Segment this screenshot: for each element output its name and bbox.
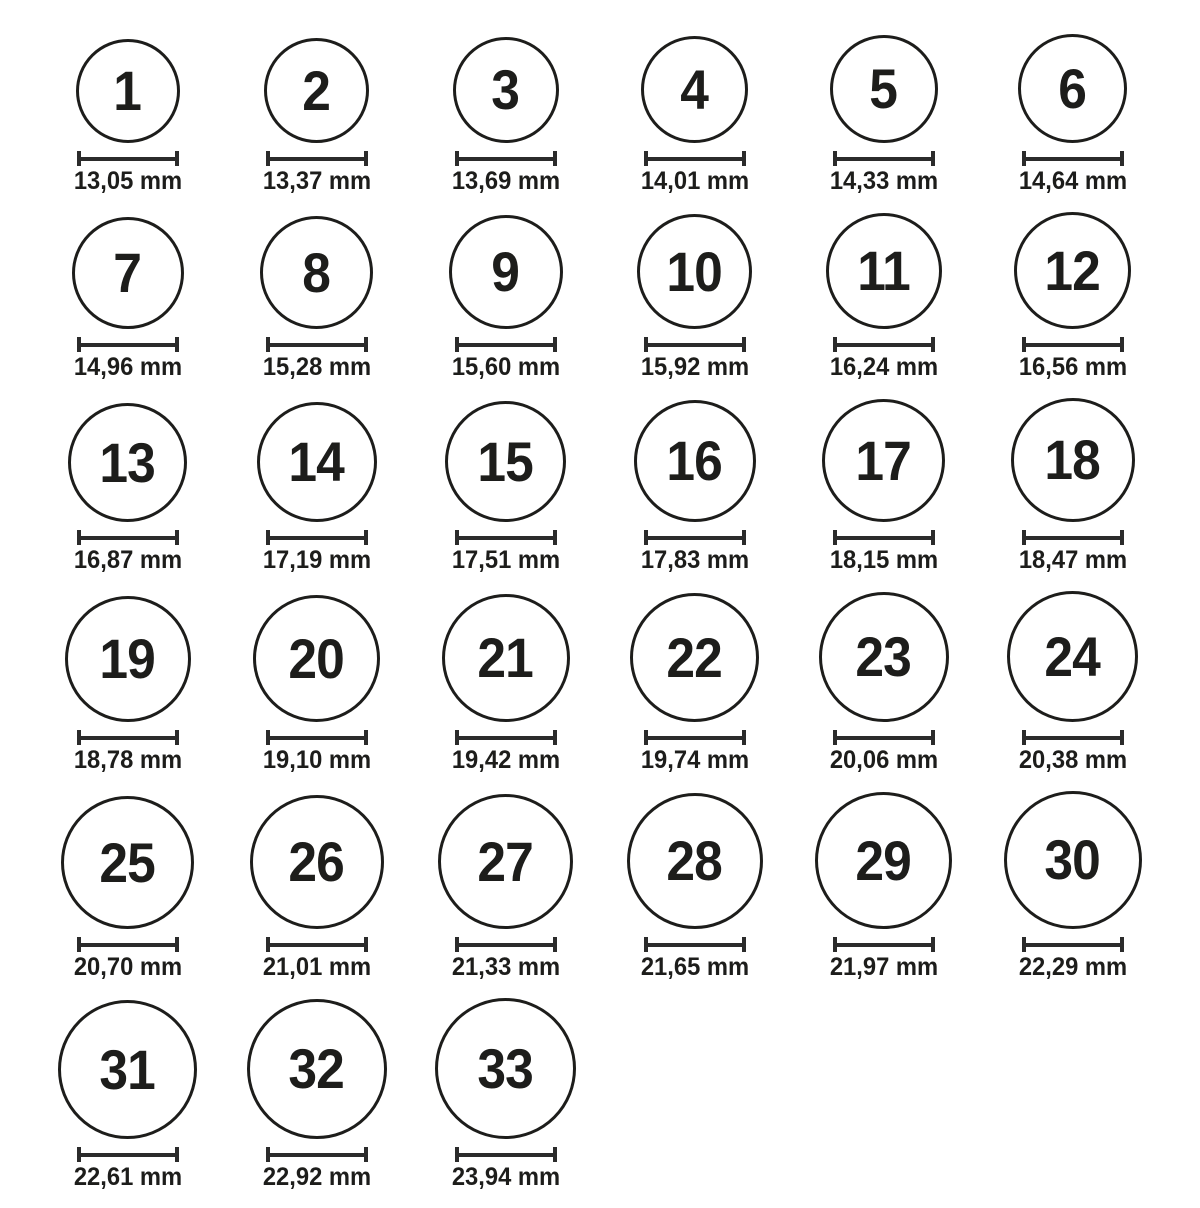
diameter-dimension-line (77, 1147, 179, 1162)
ring-circle (435, 998, 576, 1139)
dimension-bar (459, 1153, 553, 1157)
diameter-label: 19,10 mm (262, 746, 371, 774)
diameter-label: 23,94 mm (451, 1163, 560, 1191)
dimension-bar (837, 157, 931, 161)
dimension-tick-right (364, 937, 368, 952)
diameter-label: 14,96 mm (73, 353, 182, 381)
dimension-bar (459, 536, 553, 540)
diameter-label: 13,69 mm (451, 167, 560, 195)
dimension-tick-right (931, 337, 935, 352)
ring-size-cell (789, 34, 978, 194)
ring-size-number: 3 (491, 58, 520, 121)
diameter-dimension-line (644, 730, 746, 745)
diameter-label: 13,05 mm (73, 167, 182, 195)
ring-size-number: 14 (288, 430, 345, 493)
ring-size-cell (33, 212, 222, 380)
ring-size-number: 32 (288, 1037, 345, 1100)
ring-circle (830, 35, 938, 143)
diameter-label: 21,01 mm (262, 953, 371, 981)
diameter-label: 21,33 mm (451, 953, 560, 981)
ring-size-cell (600, 212, 789, 380)
ring-size-cell (222, 791, 411, 980)
diameter-dimension-line (644, 937, 746, 952)
diameter-dimension-line (1022, 730, 1124, 745)
dimension-bar (837, 343, 931, 347)
ring-size-number: 6 (1058, 56, 1087, 120)
ring-size-cell (33, 791, 222, 980)
ring-size-number: 29 (855, 828, 912, 892)
diameter-dimension-line (833, 337, 935, 352)
diameter-label: 22,61 mm (73, 1163, 182, 1191)
ring-circle (58, 1000, 197, 1139)
ring-size-cell (600, 398, 789, 573)
diameter-label: 20,70 mm (73, 953, 182, 981)
ring-size-number: 20 (288, 626, 345, 690)
dimension-bar (648, 943, 742, 947)
diameter-dimension-line (644, 530, 746, 545)
dimension-bar (81, 736, 175, 740)
ring-size-number: 21 (477, 626, 534, 689)
diameter-label: 20,38 mm (1018, 746, 1127, 774)
dimension-tick-right (742, 530, 746, 545)
dimension-bar (648, 536, 742, 540)
diameter-label: 18,78 mm (73, 746, 182, 774)
dimension-tick-right (175, 730, 179, 745)
dimension-tick-right (175, 151, 179, 166)
diameter-label: 15,92 mm (640, 353, 749, 381)
dimension-tick-right (364, 1147, 368, 1162)
ring-circle (627, 793, 763, 929)
dimension-bar (648, 736, 742, 740)
ring-circle (61, 796, 194, 929)
ring-size-number: 16 (666, 429, 723, 492)
diameter-dimension-line (77, 151, 179, 166)
dimension-bar (81, 536, 175, 540)
diameter-label: 17,51 mm (451, 546, 560, 574)
dimension-bar (459, 736, 553, 740)
ring-size-number: 1 (113, 59, 142, 122)
diameter-dimension-line (1022, 937, 1124, 952)
ring-size-number: 33 (477, 1036, 534, 1100)
diameter-dimension-line (644, 337, 746, 352)
diameter-dimension-line (77, 337, 179, 352)
ring-size-cell (600, 34, 789, 194)
ring-size-cell (789, 398, 978, 573)
dimension-bar (1026, 157, 1120, 161)
dimension-bar (837, 536, 931, 540)
dimension-bar (459, 943, 553, 947)
dimension-tick-right (364, 151, 368, 166)
diameter-dimension-line (1022, 151, 1124, 166)
diameter-dimension-line (266, 151, 368, 166)
ring-size-cell (789, 591, 978, 773)
diameter-label: 14,01 mm (640, 167, 749, 195)
dimension-tick-right (175, 937, 179, 952)
diameter-dimension-line (833, 151, 935, 166)
dimension-bar (648, 157, 742, 161)
diameter-dimension-line (266, 1147, 368, 1162)
dimension-tick-right (553, 337, 557, 352)
diameter-label: 17,83 mm (640, 546, 749, 574)
ring-size-cell (33, 591, 222, 773)
diameter-dimension-line (644, 151, 746, 166)
dimension-tick-right (553, 730, 557, 745)
dimension-bar (1026, 736, 1120, 740)
ring-size-cell (411, 212, 600, 380)
diameter-label: 14,64 mm (1018, 167, 1127, 195)
ring-size-cell (222, 212, 411, 380)
diameter-label: 22,92 mm (262, 1163, 371, 1191)
dimension-tick-right (1120, 151, 1124, 166)
diameter-dimension-line (266, 530, 368, 545)
ring-circle (1011, 398, 1135, 522)
dimension-tick-right (175, 530, 179, 545)
dimension-tick-right (364, 337, 368, 352)
ring-size-number: 25 (99, 830, 156, 894)
ring-size-number: 4 (680, 57, 709, 121)
ring-size-number: 18 (1044, 428, 1101, 491)
dimension-tick-right (175, 337, 179, 352)
ring-size-number: 28 (666, 829, 723, 892)
ring-size-number: 10 (666, 239, 723, 303)
ring-size-cell (411, 34, 600, 194)
diameter-label: 19,42 mm (451, 746, 560, 774)
dimension-tick-right (931, 937, 935, 952)
diameter-dimension-line (266, 337, 368, 352)
ring-size-number: 2 (302, 58, 331, 122)
ring-size-cell (33, 34, 222, 194)
ring-size-number: 11 (857, 239, 910, 302)
ring-size-number: 17 (855, 428, 912, 492)
ring-circle (822, 399, 945, 522)
diameter-dimension-line (833, 730, 935, 745)
dimension-bar (837, 736, 931, 740)
dimension-bar (81, 157, 175, 161)
dimension-tick-right (1120, 730, 1124, 745)
dimension-tick-right (553, 530, 557, 545)
dimension-bar (81, 343, 175, 347)
ring-size-number: 12 (1044, 238, 1101, 302)
diameter-dimension-line (833, 530, 935, 545)
diameter-label: 17,19 mm (262, 546, 371, 574)
diameter-dimension-line (455, 730, 557, 745)
dimension-bar (270, 1153, 364, 1157)
ring-size-cell (222, 398, 411, 573)
diameter-label: 16,56 mm (1018, 353, 1127, 381)
diameter-label: 20,06 mm (829, 746, 938, 774)
ring-circle (641, 36, 748, 143)
dimension-bar (270, 736, 364, 740)
ring-size-number: 9 (491, 240, 520, 303)
ring-circle (68, 403, 187, 522)
dimension-bar (1026, 536, 1120, 540)
dimension-tick-right (931, 730, 935, 745)
diameter-label: 22,29 mm (1018, 953, 1127, 981)
ring-size-number: 27 (477, 829, 534, 893)
dimension-tick-right (742, 937, 746, 952)
ring-circle (65, 596, 191, 722)
dimension-bar (459, 343, 553, 347)
ring-circle (815, 792, 952, 929)
diameter-dimension-line (833, 937, 935, 952)
diameter-dimension-line (455, 337, 557, 352)
diameter-label: 14,33 mm (829, 167, 938, 195)
diameter-label: 15,60 mm (451, 353, 560, 381)
dimension-bar (837, 943, 931, 947)
dimension-tick-right (553, 151, 557, 166)
diameter-label: 19,74 mm (640, 746, 749, 774)
dimension-tick-right (1120, 937, 1124, 952)
ring-size-cell (978, 212, 1167, 380)
ring-circle (1014, 212, 1131, 329)
diameter-dimension-line (77, 730, 179, 745)
ring-size-cell (600, 591, 789, 773)
ring-circle (257, 402, 377, 522)
ring-size-cell (222, 34, 411, 194)
dimension-tick-right (1120, 530, 1124, 545)
diameter-dimension-line (77, 937, 179, 952)
ring-size-number: 23 (855, 625, 912, 688)
ring-size-cell (222, 998, 411, 1190)
dimension-bar (81, 943, 175, 947)
diameter-label: 18,15 mm (829, 546, 938, 574)
dimension-tick-right (931, 530, 935, 545)
ring-size-number: 13 (99, 430, 156, 494)
dimension-tick-right (553, 1147, 557, 1162)
ring-circle (72, 217, 184, 329)
diameter-dimension-line (266, 730, 368, 745)
dimension-bar (270, 157, 364, 161)
ring-size-number: 31 (99, 1037, 156, 1101)
diameter-dimension-line (266, 937, 368, 952)
diameter-dimension-line (455, 1147, 557, 1162)
diameter-dimension-line (455, 151, 557, 166)
diameter-dimension-line (455, 937, 557, 952)
ring-size-number: 30 (1044, 828, 1101, 891)
ring-size-number: 8 (302, 240, 331, 304)
ring-circle (449, 215, 563, 329)
ring-size-number: 19 (99, 627, 156, 690)
dimension-bar (459, 157, 553, 161)
ring-circle (453, 37, 559, 143)
dimension-bar (1026, 343, 1120, 347)
dimension-tick-right (364, 530, 368, 545)
ring-circle (637, 214, 752, 329)
diameter-dimension-line (455, 530, 557, 545)
ring-size-cell (978, 398, 1167, 573)
diameter-dimension-line (77, 530, 179, 545)
dimension-tick-right (175, 1147, 179, 1162)
ring-size-cell (411, 791, 600, 980)
ring-size-cell (411, 998, 600, 1190)
ring-size-cell (978, 34, 1167, 194)
dimension-tick-right (553, 937, 557, 952)
ring-circle (1004, 791, 1142, 929)
ring-circle (438, 794, 573, 929)
dimension-bar (270, 536, 364, 540)
dimension-tick-right (742, 730, 746, 745)
ring-circle (819, 592, 949, 722)
diameter-label: 18,47 mm (1018, 546, 1127, 574)
dimension-tick-right (742, 337, 746, 352)
diameter-label: 21,97 mm (829, 953, 938, 981)
ring-size-number: 5 (869, 57, 898, 120)
ring-size-cell (789, 791, 978, 980)
ring-size-number: 26 (288, 830, 345, 893)
ring-size-cell (33, 398, 222, 573)
ring-circle (250, 795, 384, 929)
diameter-dimension-line (1022, 530, 1124, 545)
diameter-dimension-line (1022, 337, 1124, 352)
ring-circle (247, 999, 387, 1139)
ring-circle (253, 595, 380, 722)
ring-circle (76, 39, 180, 143)
ring-circle (634, 400, 756, 522)
dimension-bar (270, 943, 364, 947)
ring-size-cell (411, 591, 600, 773)
ring-size-cell (411, 398, 600, 573)
diameter-label: 21,65 mm (640, 953, 749, 981)
ring-circle (260, 216, 373, 329)
dimension-bar (270, 343, 364, 347)
ring-circle (264, 38, 369, 143)
ring-circle (630, 593, 759, 722)
ring-size-chart (33, 0, 1167, 1208)
ring-circle (442, 594, 570, 722)
ring-circle (1018, 34, 1127, 143)
ring-size-cell (978, 591, 1167, 773)
diameter-label: 13,37 mm (262, 167, 371, 195)
diameter-label: 16,24 mm (829, 353, 938, 381)
ring-size-number: 22 (666, 625, 723, 689)
ring-size-cell (789, 212, 978, 380)
ring-circle (826, 213, 942, 329)
diameter-label: 16,87 mm (73, 546, 182, 574)
ring-size-number: 7 (113, 241, 142, 304)
diameter-label: 15,28 mm (262, 353, 371, 381)
dimension-bar (648, 343, 742, 347)
ring-size-cell (978, 791, 1167, 980)
ring-size-number: 15 (477, 429, 534, 493)
ring-circle (445, 401, 566, 522)
dimension-tick-right (364, 730, 368, 745)
ring-size-cell (222, 591, 411, 773)
ring-size-number: 24 (1044, 624, 1101, 688)
ring-size-cell (600, 791, 789, 980)
ring-circle (1007, 591, 1138, 722)
dimension-bar (1026, 943, 1120, 947)
dimension-tick-right (742, 151, 746, 166)
dimension-tick-right (1120, 337, 1124, 352)
dimension-tick-right (931, 151, 935, 166)
ring-size-cell (33, 998, 222, 1190)
dimension-bar (81, 1153, 175, 1157)
